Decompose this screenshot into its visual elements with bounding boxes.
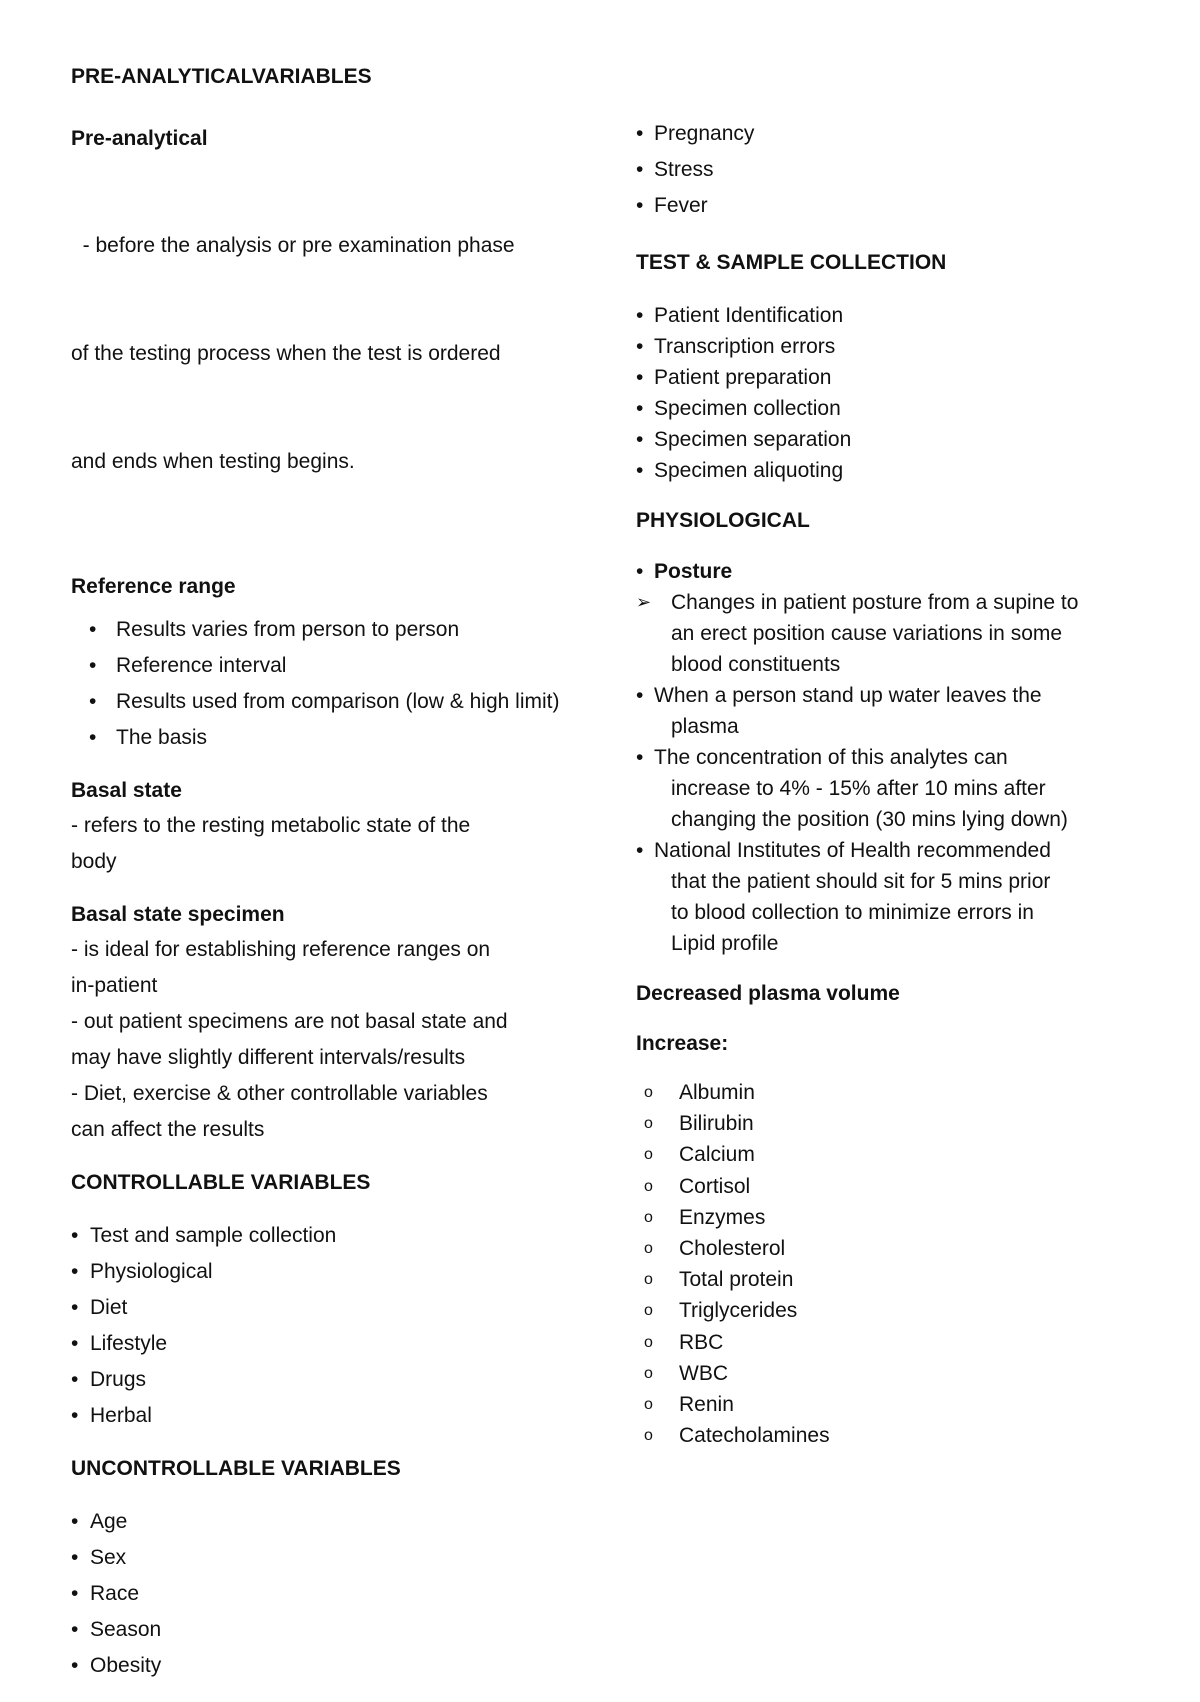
list-item [636, 1420, 1156, 1451]
physiological-heading: PHYSIOLOGICAL [636, 509, 810, 532]
list-item [71, 1540, 576, 1576]
bullet-icon: • [71, 1654, 79, 1677]
list-item [636, 1202, 1156, 1233]
list-item [71, 612, 576, 648]
list-item [636, 362, 1156, 393]
list-item-text: Race [90, 1582, 140, 1605]
list-item [636, 331, 1156, 362]
bullet-icon: • [636, 560, 644, 583]
list-item [71, 1648, 576, 1684]
bullet-icon: • [636, 194, 644, 217]
text-line: and ends when testing begins. [71, 450, 355, 473]
bullet-icon: • [89, 654, 97, 677]
text-line: blood constituents [671, 653, 841, 676]
text-line: Changes in patient posture from a supine to [671, 591, 1079, 614]
list-item [636, 1077, 1156, 1108]
text-line: in-patient [71, 974, 158, 997]
list-item [636, 393, 1156, 424]
reference-range-heading: Reference range [71, 575, 236, 598]
list-item-text: Physiological [90, 1260, 213, 1283]
increase-list [636, 1077, 1156, 1451]
bullet-icon: • [636, 397, 644, 420]
bullet-icon: • [636, 304, 644, 327]
bullet-icon: • [636, 366, 644, 389]
bullet-icon: • [71, 1618, 79, 1641]
list-item-text: Results used from comparison (low & high limit) [116, 690, 560, 713]
text-line: The concentration of this analytes can [654, 746, 1008, 769]
bullet-icon: • [71, 1546, 79, 1569]
bullet-icon: • [636, 122, 644, 145]
list-item-text: Total protein [679, 1268, 794, 1292]
bullet-icon: • [636, 158, 644, 181]
list-item-text: Stress [654, 158, 714, 181]
increase-heading: Increase: [636, 1032, 729, 1055]
bullet-icon: • [71, 1368, 79, 1391]
list-item [71, 684, 566, 720]
document-title: PRE-ANALYTICALVARIABLES [71, 65, 372, 88]
list-item-text: Enzymes [679, 1205, 766, 1229]
circle-bullet-icon: o [644, 1427, 653, 1445]
bullet-icon: • [71, 1332, 79, 1355]
list-item-text: Patient preparation [654, 366, 832, 389]
text-line: National Institutes of Health recommended [654, 839, 1051, 862]
list-item-text: Age [90, 1510, 128, 1533]
text-line: increase to 4% - 15% after 10 mins after [671, 777, 1046, 800]
list-item-text: Diet [90, 1296, 128, 1319]
list-item-text: Herbal [90, 1404, 152, 1427]
basal-specimen-definition [71, 932, 576, 1148]
text-line: body [71, 850, 117, 873]
list-item-text: Catecholamines [679, 1424, 830, 1448]
left-column [71, 62, 576, 1702]
list-item [636, 1139, 1156, 1170]
list-item [636, 742, 1156, 835]
bullet-icon: • [71, 1510, 79, 1533]
text-line: of the testing process when the test is ordered [71, 342, 501, 365]
list-item-text: Lifestyle [90, 1332, 168, 1355]
list-item [71, 1612, 576, 1648]
list-item-text: Specimen aliquoting [654, 459, 844, 482]
circle-bullet-icon: o [644, 1302, 653, 1320]
bullet-icon: • [89, 690, 97, 713]
list-item-text: Transcription errors [654, 335, 836, 358]
list-item [71, 1576, 576, 1612]
list-item [71, 648, 576, 684]
list-item [71, 720, 576, 756]
reference-range-list [71, 612, 576, 756]
list-item-text: Sex [90, 1546, 127, 1569]
text-line: may have slightly different intervals/results [71, 1046, 466, 1069]
decreased-plasma-heading: Decreased plasma volume [636, 982, 900, 1005]
bullet-icon: • [89, 618, 97, 641]
list-item [636, 1233, 1156, 1264]
list-item [636, 188, 1156, 224]
circle-bullet-icon: o [644, 1115, 653, 1133]
list-item-text: Obesity [90, 1654, 162, 1677]
list-item-text: Bilirubin [679, 1112, 754, 1136]
list-item [71, 1362, 576, 1398]
bullet-icon: • [636, 746, 644, 769]
list-item [71, 1218, 576, 1254]
list-item [636, 587, 1156, 680]
controllable-list [71, 1218, 576, 1434]
list-item [636, 1264, 1156, 1295]
list-item-text: Drugs [90, 1368, 147, 1391]
list-item [636, 1358, 1156, 1389]
text-line: Lipid profile [671, 932, 779, 955]
list-item-text: WBC [679, 1361, 728, 1385]
arrow-bullet-icon: ➢ [636, 592, 652, 612]
list-item [636, 1171, 1156, 1202]
text-line: - refers to the resting metabolic state of the [71, 814, 471, 837]
list-item [636, 455, 1156, 486]
list-item-text: The basis [116, 726, 208, 749]
bullet-icon: • [71, 1260, 79, 1283]
controllable-heading: CONTROLLABLE VARIABLES [71, 1171, 371, 1194]
list-item [71, 1254, 576, 1290]
text-line: When a person stand up water leaves the [654, 684, 1042, 707]
list-item [71, 1326, 576, 1362]
list-item [636, 680, 1156, 742]
circle-bullet-icon: o [644, 1177, 653, 1195]
circle-bullet-icon: o [644, 1084, 653, 1101]
preanalytical-definition [71, 156, 576, 552]
preanalytical-heading: Pre-analytical [71, 127, 208, 150]
text-line: an erect position cause variations in some [671, 622, 1063, 645]
list-item [636, 835, 1156, 959]
bullet-icon: • [636, 684, 644, 707]
list-item [636, 1389, 1156, 1420]
list-item-text: Results varies from person to person [116, 618, 460, 641]
text-line: can affect the results [71, 1118, 265, 1141]
list-item-text: Triglycerides [679, 1299, 798, 1323]
list-item-text: Specimen collection [654, 397, 841, 420]
list-item [636, 1327, 1156, 1358]
bullet-icon: • [636, 335, 644, 358]
bullet-icon: • [71, 1582, 79, 1605]
basal-specimen-heading: Basal state specimen [71, 903, 285, 926]
circle-bullet-icon: o [644, 1271, 653, 1289]
list-item-text: Fever [654, 194, 708, 217]
test-sample-heading: TEST & SAMPLE COLLECTION [636, 251, 947, 274]
list-item-text: Calcium [679, 1143, 755, 1167]
list-item [636, 1108, 1156, 1139]
list-item-text: Cholesterol [679, 1237, 786, 1261]
list-item-text: Patient Identification [654, 304, 844, 327]
bullet-icon: • [636, 839, 644, 862]
text-line: - is ideal for establishing reference ranges on [71, 938, 491, 961]
bullet-icon: • [89, 726, 97, 749]
bullet-icon: • [71, 1224, 79, 1247]
list-item [636, 424, 1156, 455]
circle-bullet-icon: o [644, 1396, 653, 1414]
text-line: - before the analysis or pre examination phase [71, 234, 515, 257]
circle-bullet-icon: o [644, 1208, 653, 1226]
list-item [636, 152, 1156, 188]
list-item [636, 116, 1156, 152]
uncontrollable-heading: UNCONTROLLABLE VARIABLES [71, 1457, 401, 1480]
posture-label: Posture [654, 560, 733, 583]
physiological-list [636, 556, 1156, 959]
circle-bullet-icon: o [644, 1240, 653, 1258]
bullet-icon: • [636, 459, 644, 482]
list-item-text: Pregnancy [654, 122, 755, 145]
text-line: - out patient specimens are not basal state and [71, 1010, 508, 1033]
basal-state-heading: Basal state [71, 779, 182, 802]
list-item-text: Test and sample collection [90, 1224, 337, 1247]
text-line: plasma [671, 715, 739, 738]
list-item [636, 556, 1156, 587]
list-item [71, 1504, 576, 1540]
bullet-icon: • [71, 1296, 79, 1319]
text-line: that the patient should sit for 5 mins prior [671, 870, 1051, 893]
list-item-text: Specimen separation [654, 428, 852, 451]
text-line: - Diet, exercise & other controllable variables [71, 1082, 488, 1105]
list-item-text: RBC [679, 1330, 724, 1354]
list-item [636, 1295, 1156, 1326]
text-line: to blood collection to minimize errors in [671, 901, 1034, 924]
list-item-text: Cortisol [679, 1174, 751, 1198]
test-sample-list [636, 300, 1156, 486]
list-item [636, 300, 1156, 331]
text-line: changing the position (30 mins lying down) [671, 808, 1068, 831]
bullet-icon: • [636, 428, 644, 451]
list-item-text: Renin [679, 1393, 734, 1417]
uncontrollable-continued-list [636, 116, 1156, 224]
circle-bullet-icon: o [644, 1333, 653, 1351]
right-column [636, 116, 1156, 1469]
uncontrollable-list [71, 1504, 576, 1684]
basal-state-definition [71, 808, 576, 880]
list-item-text: Albumin [679, 1081, 755, 1104]
bullet-icon: • [71, 1404, 79, 1427]
list-item [71, 1398, 576, 1434]
list-item [71, 1290, 576, 1326]
list-item-text: Reference interval [116, 654, 287, 677]
circle-bullet-icon: o [644, 1364, 653, 1382]
list-item-text: Season [90, 1618, 162, 1641]
circle-bullet-icon: o [644, 1146, 653, 1164]
